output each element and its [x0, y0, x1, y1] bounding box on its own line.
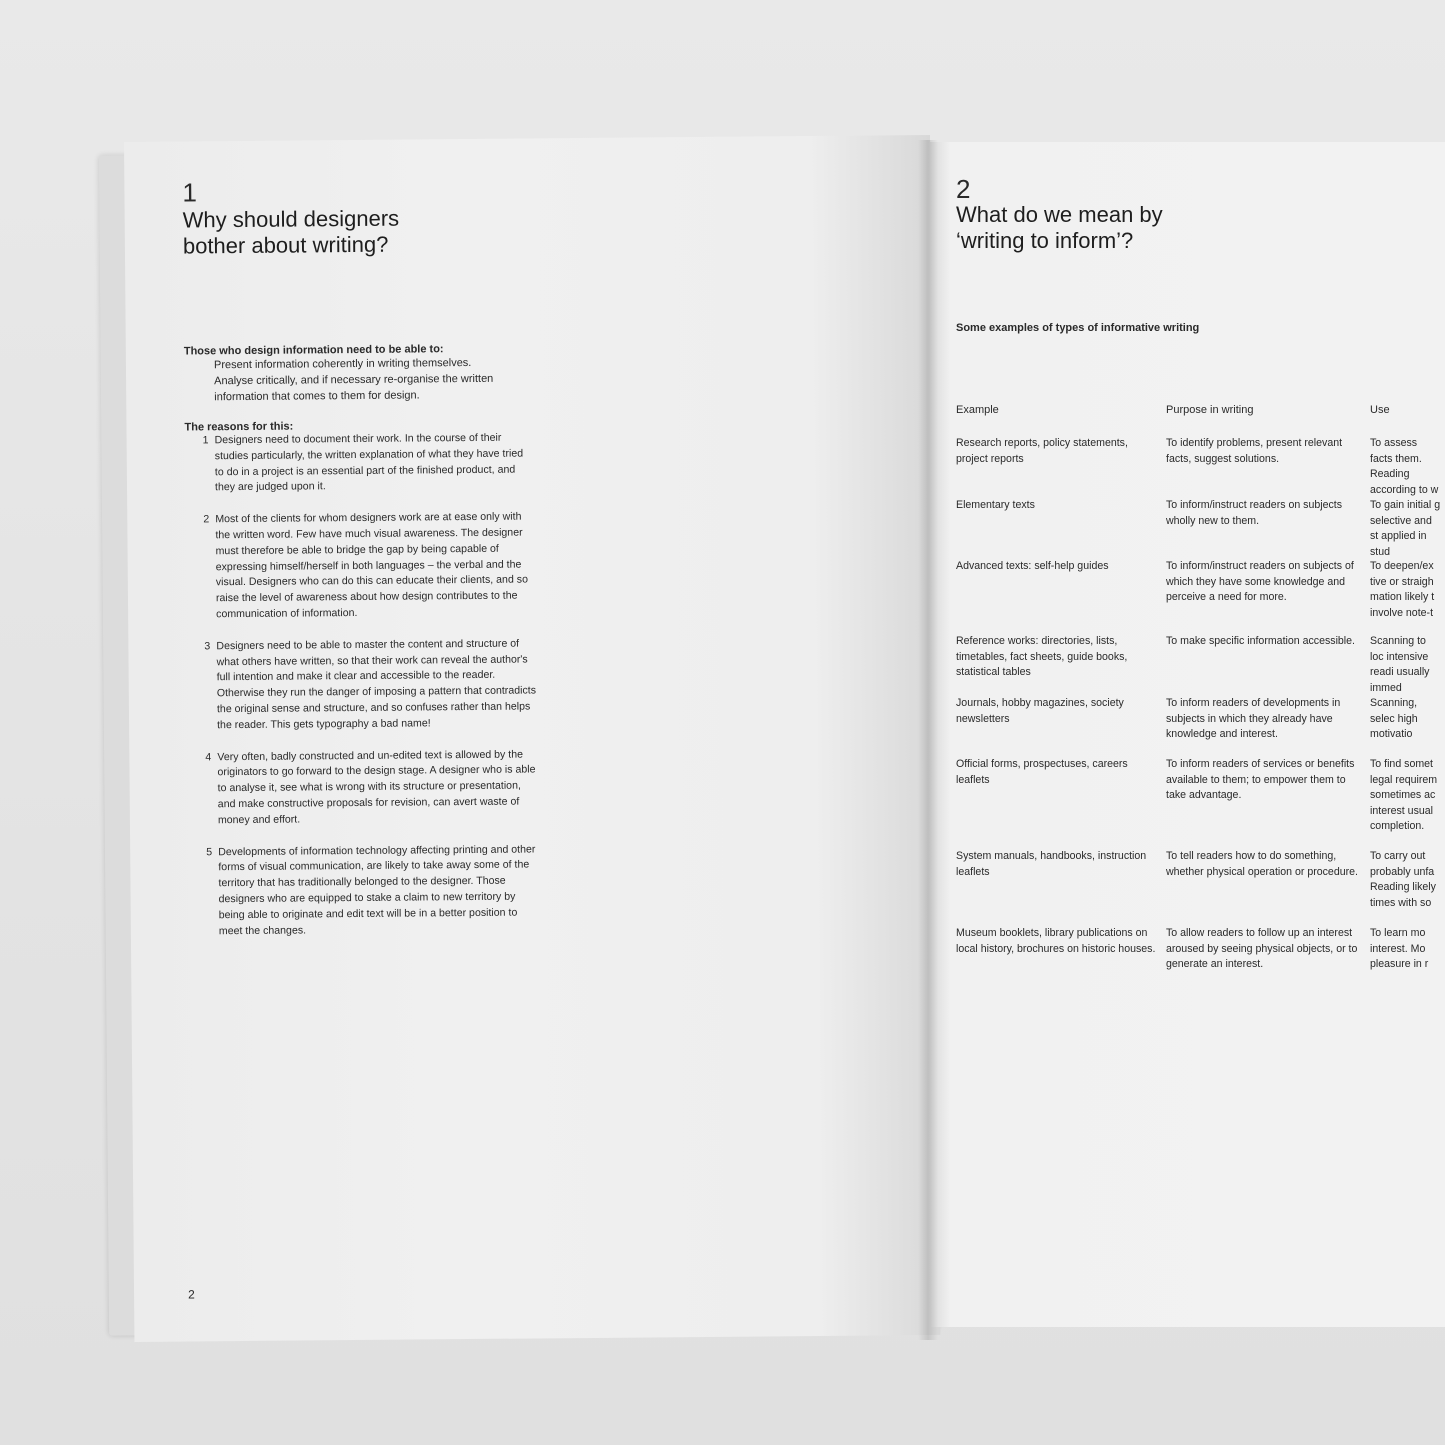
table-cell-use: Scanning to loc intensive readi usually immed	[1370, 635, 1430, 694]
section-number: 1	[182, 177, 198, 208]
table-cell-use: To carry out probably unfa Reading likely times with so	[1370, 850, 1436, 909]
table-cell-use: Scanning, selec high motivatio	[1370, 697, 1418, 741]
table-title: Some examples of types of informative writing	[956, 322, 1200, 334]
page-number: 2	[187, 1287, 195, 1302]
reason-text: Designers need to be able to master the content and structure of what others have written, so that their work can reveal the author's full intention and make it clear and accessible to the reader. Otherwise they run the danger of imposing a pattern that contradicts the original sense and structure, and so confuses rather than helps the reader. This gets typography a bad name!	[216, 637, 537, 731]
reason-item	[186, 636, 537, 734]
reason-number: 4	[205, 750, 212, 763]
table-cell-purpose: To inform readers of developments in subjects in which they already have knowledge and interest.	[1166, 697, 1341, 741]
table-cell-example: Reference works: directories, lists, timetables, fact sheets, guide books, statistical tables	[956, 635, 1128, 679]
table-cell-example: Research reports, policy statements, project reports	[956, 437, 1128, 465]
table-cell-purpose: To inform readers of services or benefits available to them; to empower them to take advantage.	[1166, 758, 1355, 802]
left-page	[124, 135, 940, 1342]
reason-text: Designers need to document their work. In the course of their studies particularly, the written explanation of what they have tried to do in a project is an essential part of the finished product, and they are judged upon it.	[214, 431, 524, 494]
reason-number: 1	[202, 434, 209, 447]
table-cell-use: To deepen/ex tive or straigh mation likely t involve note-t	[1370, 560, 1435, 619]
table-cell-example: Journals, hobby magazines, society newsletters	[956, 697, 1124, 725]
left-page-content	[182, 176, 549, 955]
table-cell-use: To assess facts them. Reading according to w	[1370, 437, 1439, 496]
intro-item: Present information coherently in writing themselves.	[213, 356, 472, 372]
right-page	[930, 142, 1445, 1327]
table-cell-example: Elementary texts	[956, 499, 1035, 511]
table-cell-purpose: To make specific information accessible.	[1166, 635, 1356, 647]
table-cell-purpose: To identify problems, present relevant facts, suggest solutions.	[1166, 437, 1343, 465]
reason-item	[187, 747, 538, 829]
table-cell-use: To learn mo interest. Mo pleasure in r	[1370, 927, 1429, 971]
section-title-line: What do we mean by	[956, 202, 1163, 227]
reason-text: Very often, badly constructed and un-edited text is allowed by the originators to go forward to the design stage. A designer who is able to analyse it, see what is wrong with its structure or presentation, and make constructive proposals for revision, can avert waste of money and effort.	[217, 748, 536, 826]
reason-text: Developments of information technology affecting printing and other forms of visual communication, are likely to take away some of the territory that has traditionally belonged to the designer. Those designers who are equipped to stake a claim to new territory by being able to originate and edit text will be in a better position to meet the changes.	[218, 842, 536, 937]
table-cell-example: Official forms, prospectuses, careers leaflets	[956, 758, 1128, 786]
table-cell-purpose: To inform/instruct readers on subjects wholly new to them.	[1166, 499, 1343, 527]
reason-item	[188, 842, 539, 940]
column-header: Example	[956, 404, 999, 416]
column-header: Use	[1370, 404, 1390, 416]
table-cell-use: To gain initial g selective and st applied in stud	[1370, 499, 1441, 558]
intro-heading: Those who design information need to be able to:	[183, 343, 444, 358]
section-title-line: ‘writing to inform’?	[956, 228, 1134, 253]
section-title: Why should designers bother about writing?	[182, 205, 400, 259]
table-cell-example: Museum booklets, library publications on local history, brochures on historic houses.	[956, 927, 1156, 955]
reason-item	[185, 430, 536, 496]
table-cell-example: System manuals, handbooks, instruction leaflets	[956, 850, 1147, 878]
table-cell-purpose: To tell readers how to do something, whether physical operation or procedure.	[1166, 850, 1358, 878]
reason-item	[185, 510, 536, 624]
section-number: 2	[956, 174, 971, 204]
table-cell-purpose: To allow readers to follow up an interest aroused by seeing physical objects, or to generate an interest.	[1166, 927, 1358, 971]
column-header: Purpose in writing	[1166, 404, 1254, 416]
reason-number: 5	[206, 845, 213, 858]
reason-number: 3	[204, 640, 211, 653]
reason-number: 2	[203, 513, 210, 526]
intro-item: Analyse critically, and if necessary re-organise the written information that comes to them for design.	[214, 372, 494, 404]
reasons-heading: The reasons for this:	[184, 420, 294, 434]
right-page-content	[956, 174, 1445, 971]
table-cell-example: Advanced texts: self-help guides	[956, 560, 1109, 572]
table-cell-purpose: To inform/instruct readers on subjects of which they have some knowledge and perceive a need for more.	[1166, 560, 1354, 604]
reason-text: Most of the clients for whom designers work are at ease only with the written word. Few have much visual awareness. The designer must therefore be able to bridge the gap by being capable of expressing himself/herself in both languages – the verbal and the visual. Designers who can do this can educate their clients, and so raise the level of awareness about how design contributes to the communication of information.	[215, 510, 528, 621]
book-gutter-shadow	[918, 140, 938, 1340]
table-cell-use: To find somet legal requirem sometimes ac interest usual completion.	[1370, 758, 1438, 833]
